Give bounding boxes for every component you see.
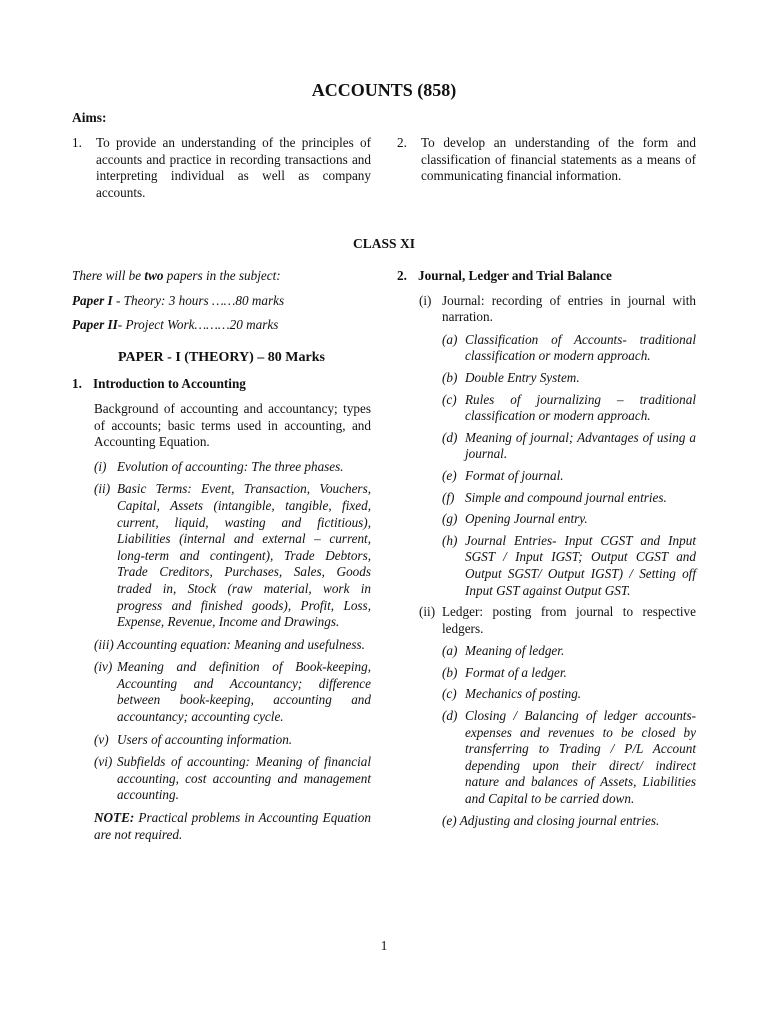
section-heading: 2. Journal, Ledger and Trial Balance (397, 268, 612, 283)
paper-2-line: Paper II- Project Work………20 marks (72, 317, 279, 333)
list-item: (iii) Accounting equation: Meaning and usefulness. (94, 636, 365, 652)
list-item: (f) Simple and compound journal entries. (442, 489, 667, 505)
list-item: (i) Evolution of accounting: The three phases. (94, 458, 344, 474)
list-item: (e) Format of journal. (442, 467, 564, 483)
list-item: (c) Mechanics of posting. (442, 686, 582, 702)
list-item: (v) Users of accounting information. (94, 731, 293, 747)
list-item: (ii) Basic Terms: Event, Transaction, Vouchers, Capital, Assets (intangible, tangible, fixed, current, liquid, wasting and fictitious), Liabilities (internal and external – current, long-term and contingent), Trade Debtors, Trade Creditors, Purchases, Sales, Goods traded in, Stock (raw material, work in progress and finished goods), Profit, Loss, Expense, Revenue, Income and Drawings. (94, 481, 371, 630)
page-number: 1 (380, 938, 388, 953)
list-item: (h) Journal Entries- Input CGST and Input SGST / Input IGST; Output CGST and Output SGST/ Output IGST) / Setting off Input GST against Output GST. (442, 532, 696, 598)
list-item: (g) Opening Journal entry. (442, 511, 588, 527)
list-item: (e) Adjusting and closing journal entries. (442, 812, 660, 828)
aim-text: To provide an understanding of the principles of accounts and practice in recording transactions and interpreting individual as well as company accounts. (96, 135, 371, 200)
section-body: Background of accounting and accountancy; types of accounts; basic terms used in accounting, and Accounting Equation. (94, 400, 371, 450)
list-item: (c) Rules of journalizing – traditional classification or modern approach. (442, 391, 696, 424)
list-item: (b) Format of a ledger. (442, 664, 567, 680)
subsection: (ii) Ledger: posting from journal to respective ledgers. (419, 604, 696, 636)
aim-item (397, 135, 696, 185)
list-item: (iv) Meaning and definition of Book-keeping, Accounting and Accountancy; difference between book-keeping, accounting and accountancy; accounting cycle. (94, 659, 371, 725)
list-item: (a) Classification of Accounts- traditional classification or modern approach. (442, 331, 696, 364)
section-heading: 1. Introduction to Accounting (72, 376, 246, 392)
aim-item (72, 135, 371, 201)
list-item: (vi) Subfields of accounting: Meaning of financial accounting, cost accounting and management accounting. (94, 754, 371, 803)
aim-number: 1. (72, 135, 82, 150)
subsection: (i) Journal: recording of entries in journal with narration. (419, 292, 696, 325)
aim-number: 2. (397, 135, 407, 150)
paper-heading: PAPER - I (THEORY) – 80 Marks (118, 349, 325, 365)
note: NOTE: Practical problems in Accounting Equation are not required. (94, 810, 371, 842)
page-title: ACCOUNTS (858) (311, 80, 457, 100)
class-heading: CLASS XI (353, 236, 415, 251)
list-item: (b) Double Entry System. (442, 369, 580, 385)
list-item: (d) Closing / Balancing of ledger accounts- expenses and revenues to be closed by transferring to Trading / P/L Account depending upon their direct/ indirect nature and balances of Assets, Liabilities and Capital to be carried down. (442, 708, 696, 807)
papers-intro: There will be two papers in the subject: (72, 268, 281, 283)
left-column (72, 268, 371, 843)
right-column (397, 268, 696, 834)
paper-1-line: Paper I - Theory: 3 hours ……80 marks (72, 292, 285, 308)
list-item: (a) Meaning of ledger. (442, 643, 565, 659)
aim-text: To develop an understanding of the form and classification of financial statements as a means of communicating financial information. (421, 135, 696, 184)
aims-heading: Aims: (72, 110, 107, 125)
list-item: (d) Meaning of journal; Advantages of using a journal. (442, 429, 696, 462)
